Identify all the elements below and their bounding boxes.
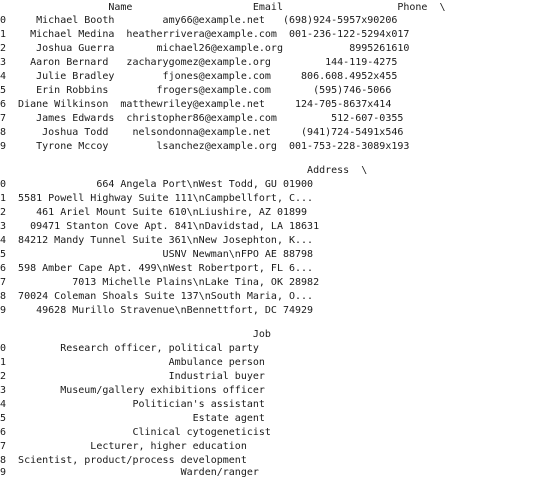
table-row: 1 Michael Medina heatherrivera@example.com 001-236-122-5294x017 <box>0 29 410 40</box>
table-row: 5 Estate agent <box>0 413 265 424</box>
table-row: 6 598 Amber Cape Apt. 499\nWest Robertport, FL 6... <box>0 263 314 274</box>
table-row: 2 Industrial buyer <box>0 371 265 382</box>
table-row: 9 Warden/ranger <box>0 467 259 478</box>
table-row: 7 James Edwards christopher86@example.com 512-607-0355 <box>0 113 404 124</box>
table-row: 4 84212 Mandy Tunnel Suite 361\nNew Josephton, K... <box>0 235 314 246</box>
header-row: Address \ <box>0 165 368 176</box>
header-row: Name Email Phone \ <box>0 2 446 13</box>
table-row: 9 Tyrone Mccoy lsanchez@example.org 001-753-228-3089x193 <box>0 141 410 152</box>
table-row: 4 Politician's assistant <box>0 399 265 410</box>
table-row: 8 70024 Coleman Shoals Suite 137\nSouth Maria, O... <box>0 291 314 302</box>
header-row: Job <box>0 329 271 340</box>
table-row: 9 49628 Murillo Stravenue\nBennettfort, DC 74929 <box>0 305 314 316</box>
table-row: 2 Joshua Guerra michael26@example.org 8995261610 <box>0 43 410 54</box>
table-row: 8 Scientist, product/process development <box>0 455 247 466</box>
table-row: 8 Joshua Todd nelsondonna@example.net (941)724-5491x546 <box>0 127 404 138</box>
table-row: 6 Diane Wilkinson matthewriley@example.net 124-705-8637x414 <box>0 99 392 110</box>
table-row: 6 Clinical cytogeneticist <box>0 427 271 438</box>
table-row: 7 7013 Michelle Plains\nLake Tina, OK 28982 <box>0 277 320 288</box>
table-row: 3 Aaron Bernard zacharygomez@example.org 144-119-4275 <box>0 57 398 68</box>
table-row: 3 Museum/gallery exhibitions officer <box>0 385 265 396</box>
table-row: 7 Lecturer, higher education <box>0 441 247 452</box>
table-row: 4 Julie Bradley fjones@example.com 806.608.4952x455 <box>0 71 398 82</box>
table-row: 3 09471 Stanton Cove Apt. 841\nDavidstad, LA 18631 <box>0 221 320 232</box>
table-row: 2 461 Ariel Mount Suite 610\nLiushire, AZ 01899 <box>0 207 308 218</box>
table-row: 5 USNV Newman\nFPO AE 88798 <box>0 249 314 260</box>
table-row: 1 Ambulance person <box>0 357 265 368</box>
table-row: 5 Erin Robbins frogers@example.com (595)746-5066 <box>0 85 392 96</box>
table-row: 0 Michael Booth amy66@example.net (698)924-5957x90206 <box>0 15 398 26</box>
table-row: 0 664 Angela Port\nWest Todd, GU 01900 <box>0 179 314 190</box>
table-row: 0 Research officer, political party <box>0 343 259 354</box>
table-row: 1 5581 Powell Highway Suite 111\nCampbellfort, C... <box>0 193 314 204</box>
